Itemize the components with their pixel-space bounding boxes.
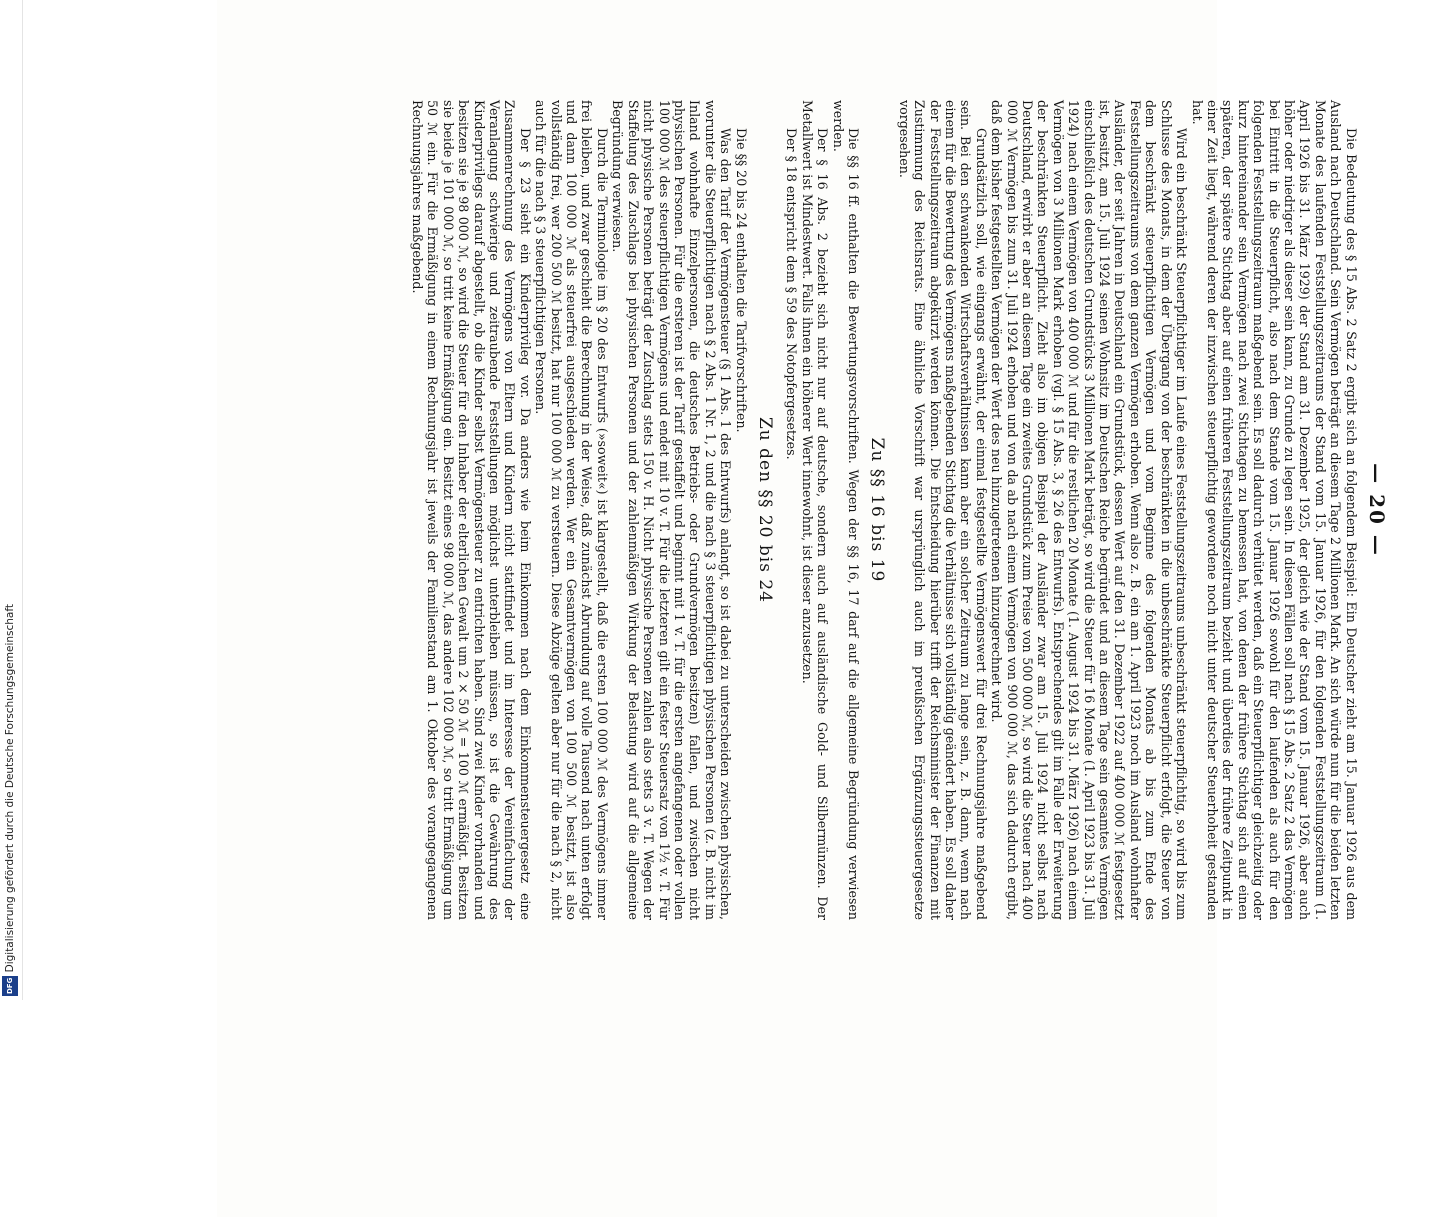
text-frame	[84, 100, 1389, 920]
intro-paragraph-2: Wird ein beschränkt Steuerpflichtiger im Laufe eines Feststellungszeitraums unbeschränkt steuerpflichtig, so wird bis zum Schlusse des Monats, in dem der Übergang von der beschränkten in die unbeschränkte Steuerpflicht erfolgt, die Steuer von dem beschränkt steuerpflichtigen Vermögen und vom Beginne des folgenden Monats ab bis zum Ende des Feststellungszeitraums von dem ganzen Vermögen erhoben. Wenn also z. B. ein am 1. April 1923 noch im Ausland wohnhafter Ausländer, der seit Jahren in Deutschland ein Grundstück, dessen Wert auf den 31. Dezember 1922 auf 400 000 ℳ festgesetzt ist, besitzt, am 15. Juli 1924 seinen Wohnsitz im Deutschen Reiche begründet und an diesem Tage sein gesamtes Vermögen einschließlich des deutschen Grundstücks 3 Millionen Mark beträgt, so wird die Steuer für 16 Monate (1. April 1923 bis 31. Juli 1924) nach einem Vermögen von 400 000 ℳ und für die restlichen 20 Monate (1. August 1924 bis 31. März 1926) nach einem Vermögen von 3 Millionen Mark erhoben (vgl. § 15 Abs. 3, § 26 des Entwurfs). Entsprechendes gilt im Falle der Erweiterung der beschränkten Steuerpflicht. Zieht also im obigen Beispiel der Ausländer zwar am 15. Juli 1924 nicht selbst nach Deutschland, erwirbt er aber an diesem Tage ein zweites Grundstück zum Preise von 500 000 ℳ, so wird die Steuer nach 400 000 ℳ Vermögen bis zum 31. Juli 1924 erhoben und von da ab nach einem Vermögen von 900 000 ℳ, das sich dadurch ergibt, daß dem bisher festgestellten Vermögen der Wert des neu hinzugetretenen hinzugerechnet wird.	[989, 100, 1190, 920]
section-heading-16-19: Zu §§ 16 bis 19	[867, 437, 888, 583]
document-scan	[22, 0, 1434, 1000]
section1-paragraph-1: Die §§ 16 ff. enthalten die Bewertungsvorschriften. Wegen der §§ 16, 17 darf auf die allgemeine Begründung verwiesen werden.	[830, 100, 861, 920]
section2-paragraph-3: Durch die Terminologie im § 20 des Entwurfs (»soweit«) ist klargestellt, daß die ersten 100 000 ℳ des Vermögens immer frei bleiben, und zwar geschieht die Berechnung in der Weise, daß zunächst Abrundung auf volle Tausend nach unten erfolgt und dann 100 000 ℳ als steuerfrei ausgeschieden werden. Wer ein Gesamtvermögen von 100 500 ℳ besitzt, ist also vollständig frei, wer 200 500 ℳ besitzt, hat nur 100 000 ℳ zu versteuern. Diese Abzüge gelten aber nur für die nach § 2, nicht auch für die nach § 3 steuerpflichtigen Personen.	[533, 100, 610, 920]
section1-paragraph-2: Der § 16 Abs. 2 bezieht sich nicht nur auf deutsche, sondern auch auf ausländische Gold- und Silbermünzen. Der Metallwert ist Mindestwert. Falls ihnen ein höherer Wert innewohnt, ist dieser anzusetzen.	[799, 100, 831, 920]
digitization-sidebar	[0, 0, 23, 1000]
section2-paragraph-4: Der § 23 sieht ein Kinderprivileg vor. Da anders wie beim Einkommen nach dem Einkommensteuergesetz eine Zusammenrechnung des Vermögens von Eltern und Kindern nicht stattfindet und im Interesse der Vereinfachung der Veranlagung schwierige und zeitraubende Feststellungen möglichst unterbleiben müssen, so ist die Gewährung des Kinderprivilegs darauf abgestellt, ob die Kinder selbst Vermögensteuer zu entrichten haben. Sind zwei Kinder vorhanden und besitzen sie je 98 000 ℳ, so wird die Steuer für den Inhaber der elterlichen Gewalt um 2 × 50 ℳ = 100 ℳ ermäßigt. Besitzen sie beide je 101 000 ℳ, so tritt keine Ermäßigung ein. Besitzt eines 98 000 ℳ, das andere 102 000 ℳ, so tritt Ermäßigung um 50 ℳ ein. Für die Ermäßigung in einem Rechnungsjahr ist jeweils der Familienstand am 1. Oktober des vorangegangenen Rechnungsjahres maßgebend.	[410, 100, 533, 920]
rotated-text-block	[22, 0, 1434, 1000]
section2-paragraph-1: Die §§ 20 bis 24 enthalten die Tarifvorschriften.	[733, 128, 749, 433]
dfg-logo: DFG	[2, 976, 18, 996]
section2-paragraph-2: Was den Tarif der Vermögensteuer (§ 1 Abs. 1 des Entwurfs) anlangt, so ist dabei zu unterscheiden zwischen physischen, worunter die Steuerpflichtigen nach § 2 Abs. 1 Nr. 1, 2 und die nach § 3 steuerpflichtigen physischen Personen (z. B. nicht im Inland wohnhafte Einzelpersonen, die deutsches Betriebs- oder Grundvermögen besitzen) fallen, und zwischen nicht physischen Personen. Für die ersteren ist der Tarif gestaffelt und beginnt mit 1 v. T. für die ersten angefangenen oder vollen 100 000 ℳ des steuerpflichtigen Vermögens und endet mit 10 v. T. Für die letzteren gilt ein fester Steuersatz von 1½ v. T. Für nicht physische Personen beträgt der Zuschlag stets 150 v. H. Nicht physische Personen zahlen also stets 3 v. T. Wegen der Staffelung des Zuschlags bei physischen Personen und der zahlenmäßigen Wirkung der Belastung wird auf die allgemeine Begründung verwiesen.	[610, 100, 734, 920]
page-number: — 20 —	[1365, 463, 1389, 557]
intro-paragraph-1: Die Bedeutung des § 15 Abs. 2 Satz 2 ergibt sich an folgendem Beispiel: Ein Deutscher zieht am 15. Januar 1926 aus dem Ausland nach Deutschland. Sein Vermögen beträgt an diesem Tage 2 Millionen Mark. An sich würde nun für die beiden letzten Monate des laufenden Feststellungszeitraums der Stand vom 15. Januar 1926, für den folgenden Feststellungszeitraum (1. April 1926 bis 31. März 1929) der Stand am 31. Dezember 1925, der gleich wie der Stand vom 15. Januar 1926, aber auch höher oder niedriger als dieser sein kann, zu Grunde zu legen sein. In diesen Fällen soll nach § 15 Abs. 2 Satz 2 das Vermögen bei Eintritt in die Steuerpflicht, also nach dem Stande vom 15. Januar 1926 sowohl für den laufenden als auch für den folgenden Feststellungszeitraum maßgebend sein. Es soll dadurch verhütet werden, daß ein Steuerpflichtiger gleichzeitig oder kurz hintereinander sein Vermögen nach zwei Stichtagen zu bemessen hat, von denen der frühere Stichtag sich auf einen späteren, der spätere Stichtag aber auf einen früheren Feststellungszeitraum bezieht und überdies der frühere Zeitpunkt in einer Zeit liegt, während deren der inzwischen steuerpflichtig gewordene noch nicht unter deutscher Steuerhoheit gestanden hat.	[1189, 100, 1359, 920]
section-heading-20-24: Zu den §§ 20 bis 24	[754, 417, 775, 603]
digitization-note: Digitalisierung gefördert durch die Deutsche Forschungsgemeinschaft	[4, 603, 16, 972]
intro-paragraph-3: Grundsätzlich soll, wie eingangs erwähnt, der einmal festgestellte Vermögenswert für drei Rechnungsjahre maßgebend sein. Bei den schwankenden Wirtschaftsverhältnissen kann aber ein solcher Zeitraum zu lange sein, z. B. dann, wenn nach einem für die Bewertung des Vermögens maßgebenden Stichtag die Verhältnisse sich vollständig geändert haben. Es soll daher der Feststellungszeitraum abgekürzt werden können. Die Entscheidung hierüber trifft der Reichsminister der Finanzen mit Zustimmung des Reichsrats. Eine ähnliche Vorschrift war ursprünglich auch im preußischen Ergänzungssteuergesetze vorgesehen.	[896, 100, 989, 920]
section1-paragraph-3: Der § 18 entspricht dem § 59 des Notopfergesetzes.	[784, 128, 800, 460]
